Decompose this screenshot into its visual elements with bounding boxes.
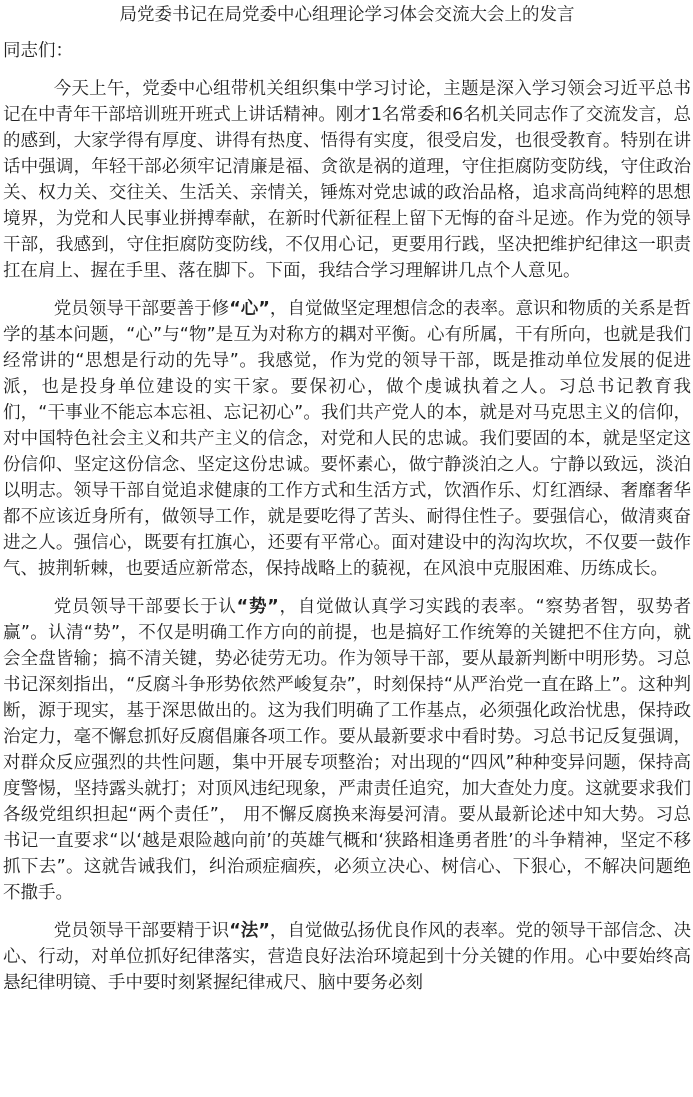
salutation: 同志们： (3, 41, 73, 61)
document-title: 局党委书记在局党委中心组理论学习体会交流大会上的发言 (119, 5, 575, 25)
paragraph-lead: 党员领导干部要长于认 (53, 597, 237, 617)
paragraph-body: ，自觉做认真学习实践的表率。“察势者智，驭势者赢”。认清“势”，不仅是明确工作方向的前提，也是搞好工作统筹的关键把不住方向，就会全盘皆输；搞不清关键，势必徒劳无功。作为领导干部，要从最新判断中明形势。习总书记深刻指出，“反腐斗争形势依然严峻复杂”，时刻保持“从严治党一直在路上”。这种判断，源于现实，基于深思做出的。这为我们明确了工作基点，必须强化政治忧患，保持政治定力，毫不懈怠抓好反腐倡廉各项工作。要从最新要求中看时势。习总书记反复强调，对群众反应强烈的共性问题，集中开展专项整治；对出现的“四风”种种变异问题，保持高度警惕，坚持露头就打；对顶风违纪现象，严肃责任追究，加大查处力度。这就要求我们各级党组织担起“两个责任”， 用不懈反腐换来海晏河清。要从最新论述中知大势。习总书记一直要求“以‘越是艰险越向前’的英雄气概和‘狭路相逢勇者胜’的斗争精神，坚定不移抓下去”。这就告诫我们，纠治顽症痼疾，必须立决心、树信心、下狠心，不解决问题绝不撒手。 (3, 597, 691, 903)
paragraph-keyword: “法” (229, 921, 270, 941)
paragraph-lead: 党员领导干部要善于修 (53, 299, 230, 319)
paragraph-heart (3, 296, 691, 582)
paragraph-keyword: “势” (236, 597, 279, 617)
paragraph-trend (3, 594, 691, 906)
paragraph-body: ，自觉做坚定理想信念的表率。意识和物质的关系是哲学的基本问题，“心”与“物”是互为对称方的耦对平衡。心有所属，干有所向，也就是我们经常讲的“思想是行动的先导”。我感觉，作为党的领导干部，既是推动单位发展的促进派，也是投身单位建设的实干家。要保初心，做个虔诚执着之人。习总书记教育我们，“干事业不能忘本忘祖、忘记初心”。我们共产党人的本，就是对马克思主义的信仰，对中国特色社会主义和共产主义的信念，对党和人民的忠诚。我们要固的本，就是坚定这份信仰、坚定这份信念、坚定这份忠诚。要怀素心，做宁静淡泊之人。宁静以致远，淡泊以明志。领导干部自觉追求健康的工作方式和生活方式，饮酒作乐、灯红酒绿、奢靡奢华都不应该近身所有，做领导工作，就是要吃得了苦头、耐得住性子。要强信心，做清爽奋进之人。强信心，既要有扛旗心，还要有平常心。面对建设中的沟沟坎坎，不仅要一鼓作气、披荆斩棘，也要适应新常态，保持战略上的藐视，在风浪中克服困难、历练成长。 (3, 299, 691, 579)
paragraph-lead: 党员领导干部要精于识 (53, 921, 230, 941)
paragraph-law (3, 918, 691, 996)
paragraph-intro: 今天上午，党委中心组带机关组织集中学习讨论，主题是深入学习领会习近平总书记在中青年干部培训班开班式上讲话精神。刚才1名常委和6名机关同志作了交流发言，总的感到，大家学得有厚度、讲得有热度、悟得有实度，很受启发，也很受教育。特别在讲话中强调，年轻干部必须牢记清廉是福、贪欲是祸的道理，守住拒腐防变防线，守住政治关、权力关、交往关、生活关、亲情关，锤炼对党忠诚的政治品格，追求高尚纯粹的思想境界，为党和人民事业拼搏奉献，在新时代新征程上留下无悔的奋斗足迹。作为党的领导干部，我感到，守住拒腐防变防线，不仅用心记，更要用行践，坚决把维护纪律这一职责扛在肩上、握在手里、落在脚下。下面，我结合学习理解讲几点个人意见。 (3, 79, 691, 281)
paragraph-keyword: “心” (229, 299, 270, 319)
paragraph-body: ，自觉做弘扬优良作风的表率。党的领导干部信念、决心、行动，对单位抓好纪律落实，营造良好法治环境起到十分关键的作用。心中要始终高悬纪律明镜、手中要时刻紧握纪律戒尺、脑中要务必刻 (3, 921, 691, 993)
